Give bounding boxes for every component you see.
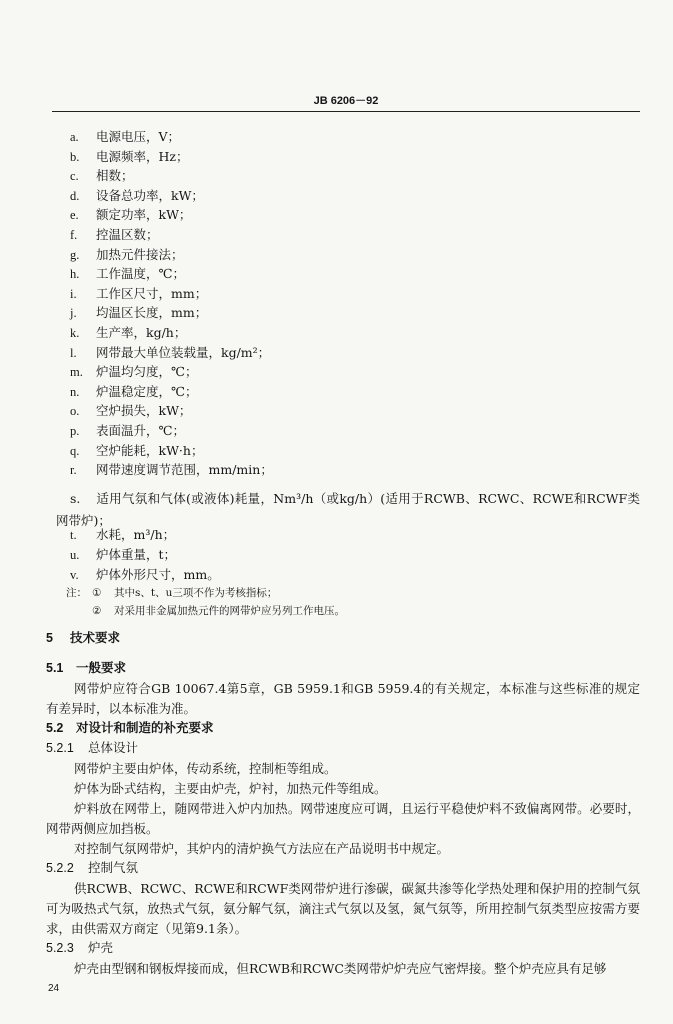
paragraph: 炉壳由型钢和钢板焊接而成，但RCWB和RCWC类网带炉炉壳应气密焊接。整个炉壳应具有足够 [74, 961, 607, 976]
note-number-2: ② [92, 605, 102, 617]
parameter-letter: d. [70, 188, 80, 203]
note-line-2 [66, 603, 345, 620]
note-text-1: 其中s、t、u三项不作为考核指标； [114, 587, 278, 599]
parameter-text: 电源频率，Hz； [96, 148, 189, 164]
parameter-text: 电源电压，V； [96, 129, 181, 144]
parameter-text: 控温区数； [96, 227, 159, 242]
parameter-text: 工作区尺寸，mm； [96, 285, 208, 301]
parameter-letter: g. [70, 247, 80, 262]
note-label: 注： [66, 587, 87, 599]
parameter-letter: v. [70, 568, 79, 582]
parameter-text: 加热元件接法； [96, 246, 184, 262]
parameter-text: 空炉能耗，kW·h； [96, 442, 204, 458]
parameter-letter: k. [70, 326, 80, 340]
section-number: 5.2.1 [46, 741, 74, 755]
section-number: 5.1 [46, 661, 64, 675]
parameter-text: 炉温均匀度，℃； [96, 364, 198, 380]
parameter-letter: f. [70, 228, 78, 242]
paragraph: 炉料放在网带上，随网带进入炉内加热。网带速度应可调，且运行平稳使炉料不致偏离网带。必要时，网带两侧应加挡板。 [46, 801, 640, 836]
section-5-2-2-body [46, 879, 640, 939]
section-5-2-3-body [46, 959, 640, 979]
note-text-2: 对采用非金属加热元件的网带炉应另列工作电压。 [114, 605, 345, 617]
header-rule [52, 111, 640, 112]
parameter-letter: b. [70, 149, 80, 164]
parameter-text: 工作温度，℃； [96, 266, 185, 282]
parameter-text: 表面温升，℃； [96, 423, 185, 438]
parameter-letter: n. [70, 384, 80, 399]
section-number: 5.2 [46, 721, 64, 735]
parameter-letter: h. [70, 267, 80, 282]
parameter-text: 炉体重量，t； [96, 547, 177, 562]
parameter-letter: p. [70, 424, 80, 438]
note-line-1 [66, 585, 277, 602]
parameter-text: 网带速度调节范围，mm/min； [96, 462, 273, 478]
paragraph: 网带炉主要由炉体，传动系统，控制柜等组成。 [74, 761, 337, 776]
section-title: 一般要求 [76, 660, 127, 675]
section-5-2-3-heading [46, 939, 113, 957]
parameter-letter: m. [70, 365, 83, 380]
section-5-2-heading [46, 719, 214, 737]
parameter-letter: j. [70, 306, 77, 321]
paragraph: 炉体为卧式结构，主要由炉壳，炉衬，加热元件等组成。 [74, 781, 387, 796]
paragraph: 供RCWB、RCWC、RCWE和RCWF类网带炉进行渗碳，碳氮共渗等化学热处理和保护用的控制气氛可为吸热式气氛，放热式气氛，氨分解气氛，滴注式气氛以及氢，氮气氛等，所用控制气氛类型应按需方要求，由供需双方商定（见第9.1条）。 [46, 881, 640, 936]
parameter-text: 水耗，m³/h； [96, 527, 176, 542]
page-number: 24 [48, 983, 60, 994]
section-5-2-1-heading [46, 739, 138, 757]
paragraph: 网带炉应符合GB 10067.4第5章，GB 5959.1和GB 5959.4的有关规定，本标准与这些标准的规定有差异时，以本标准为准。 [46, 681, 640, 716]
section-number: 5.2.3 [46, 941, 74, 955]
section-5-1-body [46, 679, 640, 719]
parameter-letter: t. [70, 528, 77, 542]
section-number: 5.2.2 [46, 861, 74, 875]
section-5-heading [46, 629, 120, 647]
parameter-letter: a. [70, 130, 79, 144]
section-5-1-heading [46, 659, 126, 677]
parameter-text: 均温区长度，mm； [96, 305, 208, 321]
note-number-1: ① [92, 587, 102, 599]
page-header-code: JB 6206－92 [313, 95, 379, 107]
parameter-letter: l. [70, 345, 77, 360]
parameter-text: 空炉损失，kW； [96, 403, 192, 419]
parameter-text: 炉体外形尺寸，mm。 [96, 567, 220, 582]
parameter-text: 相数； [96, 168, 134, 184]
parameter-letter: u. [70, 548, 80, 562]
parameter-text: 适用气氛和气体(或液体)耗量，Nm³/h（或kg/h）(适用于RCWB、RCWC、RCWE和RCWF类网带炉)； [56, 491, 640, 528]
paragraph: 对控制气氛网带炉，其炉内的清炉换气方法应在产品说明书中规定。 [74, 841, 450, 856]
parameter-letter: s. [70, 491, 81, 506]
parameter-letter: i. [70, 286, 77, 301]
parameter-letter: o. [70, 404, 80, 419]
parameter-letter: c. [70, 169, 79, 184]
parameter-text: 生产率，kg/h； [96, 325, 187, 340]
parameter-text: 炉温稳定度，℃； [96, 383, 198, 399]
section-title: 控制气氛 [88, 860, 139, 875]
parameter-text: 额定功率，kW； [96, 207, 192, 223]
parameter-letter: e. [70, 208, 79, 223]
parameter-text: 设备总功率，kW； [96, 187, 204, 203]
parameter-letter: q. [70, 443, 80, 458]
section-5-2-1-body [46, 759, 640, 859]
section-number: 5 [46, 631, 53, 645]
section-title: 总体设计 [88, 740, 139, 755]
section-title: 技术要求 [70, 630, 121, 645]
parameter-text: 网带最大单位装载量，kg/m²； [96, 344, 271, 360]
parameter-letter: r. [70, 463, 77, 478]
section-title: 炉壳 [88, 940, 114, 955]
section-5-2-2-heading [46, 859, 138, 877]
section-title: 对设计和制造的补充要求 [76, 720, 214, 735]
